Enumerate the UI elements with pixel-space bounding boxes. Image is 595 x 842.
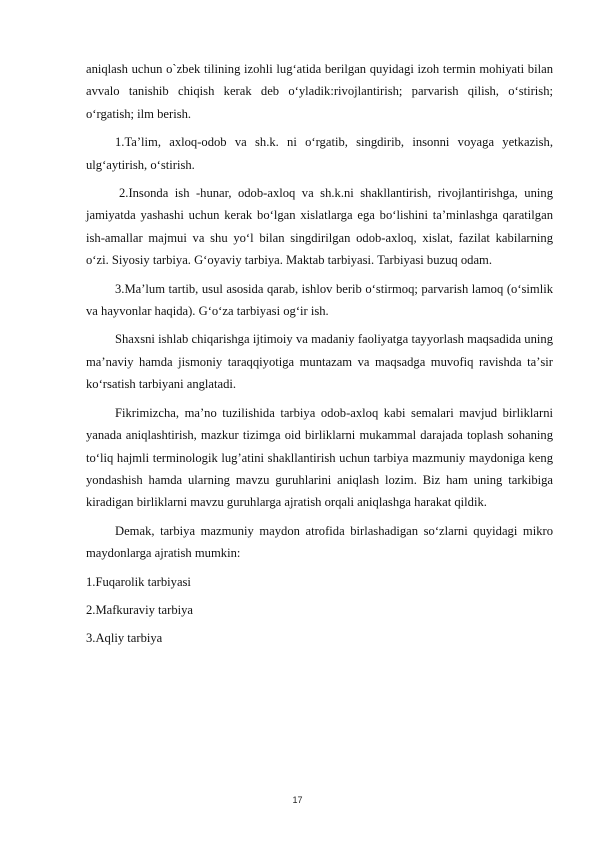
list-item: 2.Mafkuraviy tarbiya <box>86 602 194 617</box>
paragraph-definition-1: 1.Ta’lim, axloq-odob va sh.k. ni o‘rgatib, singdirib, insonni voyaga yetkazish, ulg‘aytirish, o‘stirish. <box>86 135 553 172</box>
document-body <box>86 58 553 656</box>
paragraph-definition-2: 2.Insonda ish -hunar, odob-axloq va sh.k.ni shakllantirish, rivojlantirishga, uning jamiyatda yashashi uchun kerak bo‘lgan xislatlarga ega bo‘lishini ta’minlashga qaratilgan ish-amallar majmui va shu yo‘l bilan singdirilgan odob-axloq, xislat, fazilat kabilarning o‘zi. Siyosiy tarbiya. G‘oyaviy tarbiya. Maktab tarbiyasi. Tarbiyasi buzuq odam. <box>86 186 553 268</box>
paragraph-demak: Demak, tarbiya mazmuniy maydon atrofida birlashadigan so‘zlarni quyidagi mikro maydonlarga ajratish mumkin: <box>86 523 553 561</box>
micro-field-list <box>86 571 553 650</box>
page-number: 17 <box>292 795 303 805</box>
paragraph-shaxs: Shaxsni ishlab chiqarishga ijtimoiy va madaniy faoliyatga tayyorlash maqsadida uning ma’naviy hamda jismoniy taraqqiyotiga muntazam va maqsadga muvofiq ravishda taʼsir ko‘rsatish tarbiyani anglatadi. <box>86 332 553 392</box>
paragraph-fikrimizcha: Fikrimizcha, maʼno tuzilishida tarbiya odob-axloq kabi semalari mavjud birliklarni yanada aniqlashtirish, mazkur tizimga oid birliklarni mukammal darajada toplash sohaning to‘liq hajmli terminologik lugʼatini shakllantirish uchun tarbiya mazmuniy maydoniga keng yondashish hamda ularning mavzu guruhlarini aniqlash lozim. Biz ham uning tarkibiga kiradigan birliklarni mavzu guruhlarga ajratish orqali aniqlashga harakat qildik. <box>86 405 553 510</box>
paragraph-intro: aniqlash uchun o`zbek tilining izohli lug‘atida berilgan quyidagi izoh termin mohiyati bilan avvalo tanishib chiqish kerak deb o‘yladik:rivojlantirish; parvarish qilish, o‘stirish; o‘rgatish; ilm berish. <box>86 62 553 121</box>
list-item: 3.Aqliy tarbiya <box>86 631 163 646</box>
list-item: 1.Fuqarolik tarbiyasi <box>86 574 191 589</box>
paragraph-definition-3: 3.Ma’lum tartib, usul asosida qarab, ishlov berib o‘stirmoq; parvarish lamoq (o‘simlik va hayvonlar haqida). G‘o‘za tarbiyasi og‘ir ish. <box>86 281 553 319</box>
